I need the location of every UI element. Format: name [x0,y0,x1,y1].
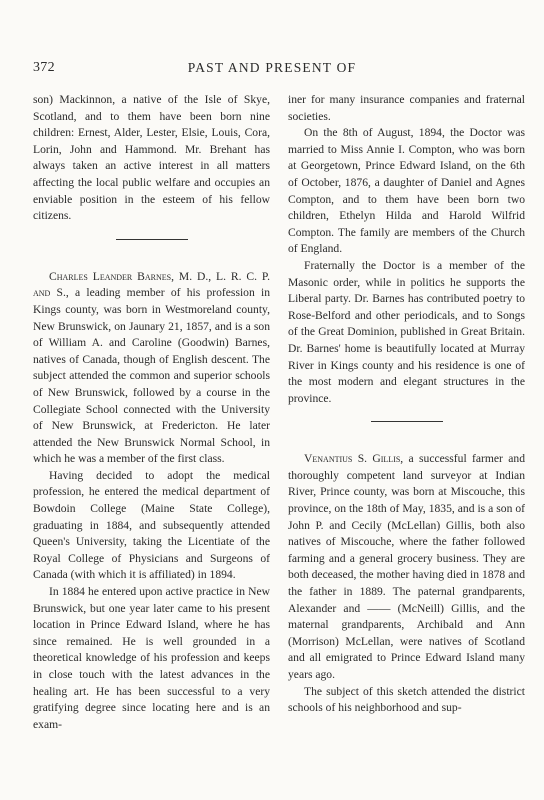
biography-paragraph [288,451,525,683]
left-column [33,92,270,733]
paragraph: Having decided to adopt the medical profession, he entered the medical department of Bowdoin College (Maine State College), graduating in 1884, and subsequently attended Queen's University, taking the Licentiate of the Royal College of Physicians and Surgeons of Canada (with which it is affiliated) in 1894. [33,468,270,582]
paragraph: iner for many insurance companies and fraternal societies. [288,93,525,123]
biography-name: Charles Leander Barnes, M. D., L. R. C. P. and S., [33,269,270,300]
paragraph: The subject of this sketch attended the district schools of his neighborhood and sup- [288,684,525,715]
paragraph-text: a leading member of his profession in Kings county, was born in Westmoreland county, New Brunswick, on Jaunary 21, 1857, and is a son of William A. and Caroline (Goodwin) Barnes, natives of Canada, though of English descent. The subject attended the common and superior schools of New Brunswick, followed by a course in the Collegiate School connected with the University of New Brunswick, at Fredericton. He later attended the New Brunswick Normal School, in which he was a member of the first class. [33,286,270,466]
page-header [33,60,511,80]
section-divider [371,421,443,422]
paragraph-text: a successful farmer and thoroughly competent land surveyor at Indian River, Prince county, was born at Miscouche, this province, on the 18th of May, 1835, and is a son of John P. and Cecily (McLellan) Gillis, both also natives of Miscouche, where the father followed farming and a general grocery business. They are both deceased, the mother having died in 1878 and the father in 1889. The paternal grandparents, Alexander and —— (McNeill) Gillis, and the maternal grandparents, Archibald and Ann (Morrison) McLellan, were natives of Scotland and all emigrated to Prince Edward Island many years ago. [288,452,525,681]
biography-paragraph [33,269,270,468]
paragraph: son) Mackinnon, a native of the Isle of Skye, Scotland, and to them have been born nine children: Ernest, Alder, Lester, Elsie, Louis, Cora, Lorin, John and Hammond. Mr. Brehant has always taken an active interest in all matters affecting the local public welfare and occupies an enviable position in the esteem of his fellow citizens. [33,93,270,223]
biography-name: Venantius S. Gillis, [304,452,404,466]
right-column [288,92,525,717]
page-number: 372 [33,60,55,75]
paragraph: On the 8th of August, 1894, the Doctor was married to Miss Annie I. Compton, who was born at Georgetown, Prince Edward Island, on the 6th of October, 1876, a daughter of Daniel and Agnes Compton, and to them have been born two children, Ethelyn Hilda and Harold Wilfrid Compton. The family are members of the Church of England. [288,126,525,256]
paragraph: In 1884 he entered upon active practice in New Brunswick, but one year later came to his present location in Prince Edward Island, where he has since remained. He is well grounded in a theoretical knowledge of his profession and keeps in close touch with the latest advances in the healing art. He has been successful to a very gratifying degree since locating here and is an exam- [33,585,270,731]
paragraph: Fraternally the Doctor is a member of the Masonic order, while in politics he supports the Liberal party. Dr. Barnes has contributed poetry to Rose-Belford and other periodicals, and to Songs of the Great Dominion, published in Great Britain. Dr. Barnes' home is beautifully located at Murray River in Kings county and his residence is one of the most modern and elegant structures in the province. [288,258,525,405]
running-head: PAST AND PRESENT OF [187,60,357,75]
section-divider [116,239,188,240]
